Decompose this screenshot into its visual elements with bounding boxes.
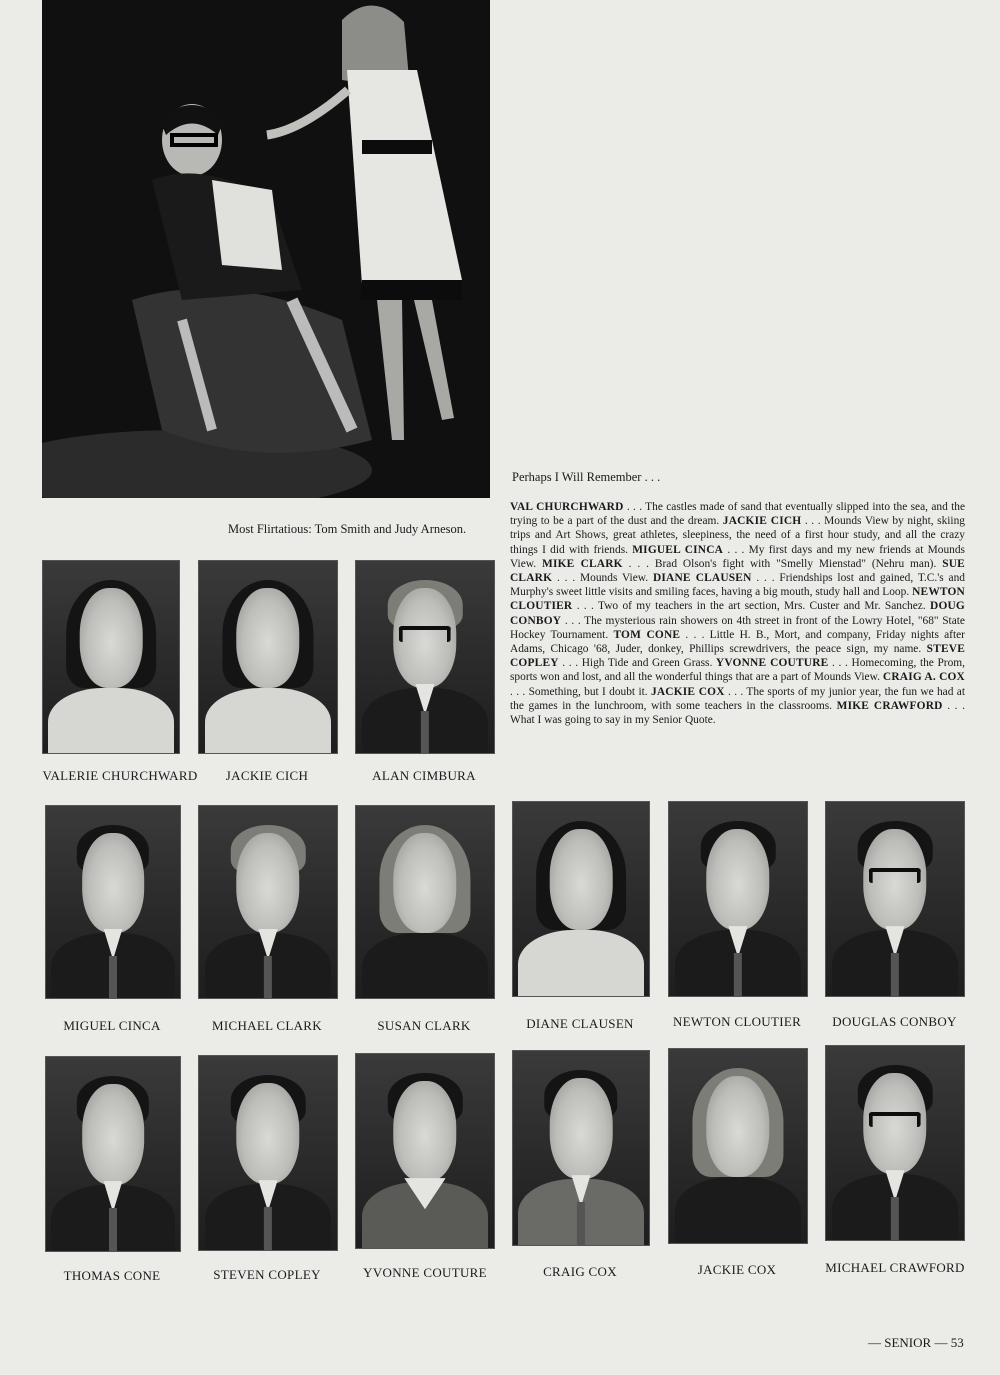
remember-entry: Mounds View by night, skiing trips and Art Shows, great athletes, sleepiness, the need of a first hour study, and all the crazy things I did with friends. [510, 515, 965, 556]
portrait-name: ALAN CIMBURA [372, 768, 476, 783]
portrait-name: DIANE CLAUSEN [526, 1016, 634, 1031]
portrait-name: YVONNE COUTURE [363, 1265, 487, 1280]
remember-entry: High Tide and Green Grass. [581, 657, 713, 670]
portrait-name: MIGUEL CINCA [63, 1018, 161, 1033]
page-number: — SENIOR — 53 [868, 1335, 964, 1350]
senior-portrait [355, 805, 495, 999]
featured-photo [42, 0, 490, 498]
portrait-name: SUSAN CLARK [377, 1018, 471, 1033]
remember-name: MIKE CRAWFORD [836, 699, 943, 712]
senior-portrait [45, 1056, 181, 1252]
portrait-name: CRAIG COX [543, 1264, 617, 1279]
remember-entry: The castles made of sand that eventually slipped into the sea, and the trying to be a part of the dust and the dream. [510, 501, 966, 528]
senior-portrait [668, 801, 808, 997]
remember-name: DOUG CONBOY [510, 600, 965, 627]
remember-name: DIANE CLAUSEN [652, 572, 752, 585]
senior-portrait [355, 1053, 495, 1249]
remember-name: STEVE COPLEY [510, 643, 965, 670]
portrait-name: THOMAS CONE [63, 1268, 161, 1283]
senior-portrait [668, 1048, 808, 1244]
remember-name: JACKIE COX [650, 685, 725, 698]
portrait-name: DOUGLAS CONBOY [832, 1014, 957, 1029]
remember-name: YVONNE COUTURE [715, 657, 829, 670]
portrait-name: MICHAEL CRAWFORD [825, 1260, 965, 1275]
remember-name: MIKE CLARK [542, 557, 623, 570]
remember-entry: Two of my teachers in the art section, Mrs. Custer and Mr. Sanchez. [598, 600, 926, 613]
remember-entry: My first days and my new friends at Mounds View. [510, 543, 965, 570]
remember-name: TOM CONE [613, 628, 681, 641]
featured-photo-illustration [42, 0, 490, 498]
portrait-name: VALERIE CHURCHWARD [42, 768, 198, 783]
remember-name: JACKIE CICH [722, 515, 802, 528]
remember-heading: Perhaps I Will Remember . . . [512, 470, 661, 484]
featured-photo-caption: Most Flirtatious: Tom Smith and Judy Arneson. [228, 522, 467, 536]
remember-entry: The sports of my junior year, the fun we had at the games in the lunchroom, with some teachers in the classrooms. [510, 685, 965, 712]
remember-entry: Mounds View. [580, 572, 649, 585]
portrait-name: JACKIE COX [697, 1262, 777, 1277]
portrait-name: MICHAEL CLARK [212, 1018, 322, 1033]
remember-name: CRAIG A. COX [882, 671, 965, 684]
remember-entry: The mysterious rain showers on 4th street in front of the Lowry Hotel, "68" State Hockey Tournament. [510, 614, 965, 641]
remember-entry: Homecoming, the Prom, sports won and lost, and all the wonderful things that are a part of Mounds View. [510, 657, 966, 684]
remember-name: VAL CHURCHWARD [510, 501, 624, 513]
senior-portrait [45, 805, 181, 999]
remember-entry: Little H. B., Mort, and company, Friday nights after Adams, Chicago '68, Juder, donkey, Phillips screwdrivers, the peace sign, my name. [510, 628, 965, 656]
senior-portrait [42, 560, 180, 754]
senior-portrait [825, 1045, 965, 1241]
senior-portrait [512, 801, 650, 997]
remember-entry: What I was going to say in my Senior Quote. [510, 714, 716, 727]
remember-name: NEWTON CLOUTIER [510, 586, 965, 613]
remember-name: SUE CLARK [510, 557, 965, 585]
portrait-name: JACKIE CICH [225, 768, 309, 783]
portrait-name: STEVEN COPLEY [213, 1267, 321, 1282]
portrait-name: NEWTON CLOUTIER [672, 1014, 802, 1029]
remember-text: VAL CHURCHWARD . . . The castles made of sand that eventually slipped into the sea, and the trying to be a part of the dust and the dream. JACKIE CICH . . . Mounds View by night, skiing trips and Art Shows, great athletes, sleepiness, the need of a first hour study, and all the crazy things I did with friends. MIGUEL CINCA . . . My first days and my new friends at Mounds View. MIKE CLARK . . . Brad Olson's fight with "Smelly Mienstad" (Nehru man). SUE CLARK . . . Mounds View. DIANE CLAUSEN . . . Friendships lost and gained, T.C.'s and Murphy's sweet little visits and smiling faces, having a big mouth, study hall and Loop. NEWTON CLOUTIER . . . Two of my teachers in the art section, Mrs. Custer and Mr. Sanchez. DOUG CONBOY . . . The mysterious rain showers on 4th street in front of the Lowry Hotel, "68" State Hockey Tournament. TOM CONE . . . Little H. B., Mort, and company, Friday nights after Adams, Chicago '68, Juder, donkey, Phillips screwdrivers, the peace sign, my name. STEVE COPLEY . . . High Tide and Green Grass. YVONNE COUTURE . . . Homecoming, the Prom, sports won and lost, and all the wonderful things that are a part of Mounds View. CRAIG A. COX . . . Something, but I doubt it. JACKIE COX . . . The sports of my junior year, the fun we had at the games in the lunchroom, with some teachers in the classrooms. MIKE CRAWFORD . . . What I was going to say in my Senior Quote. [510, 501, 966, 727]
remember-entry: Something, but I doubt it. [528, 685, 648, 698]
senior-portrait [355, 560, 495, 754]
senior-portrait [825, 801, 965, 997]
senior-portrait [198, 560, 338, 754]
senior-portrait [198, 1055, 338, 1251]
remember-entry: Friendships lost and gained, T.C.'s and Murphy's sweet little visits and smiling faces, having a big mouth, study hall and Loop. [510, 572, 965, 599]
senior-portrait [198, 805, 338, 999]
senior-portrait [512, 1050, 650, 1246]
remember-name: MIGUEL CINCA [632, 543, 724, 556]
remember-entry: Brad Olson's fight with "Smelly Mienstad" (Nehru man). [654, 557, 937, 570]
